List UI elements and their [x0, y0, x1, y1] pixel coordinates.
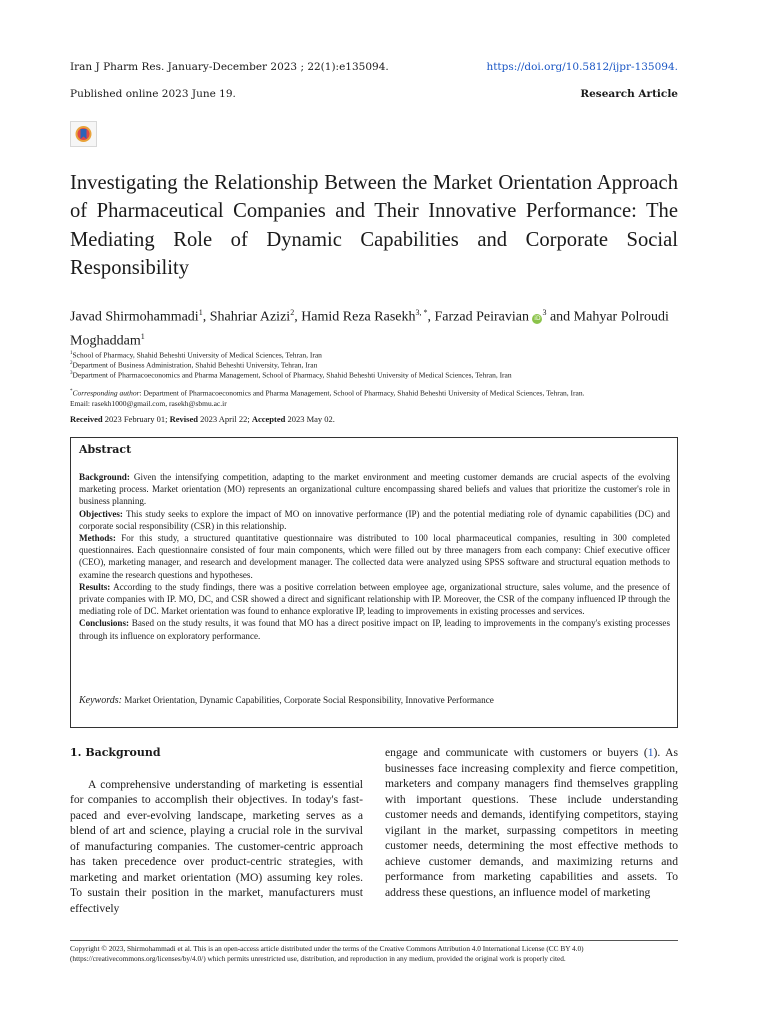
author-name[interactable]: Mahyar Polroudi Moghaddam	[70, 309, 669, 349]
article-page	[70, 0, 678, 1024]
article-type: Research Article	[580, 88, 678, 100]
keywords: Keywords: Market Orientation, Dynamic Capabilities, Corporate Social Responsibility, Innovative Performance	[79, 695, 494, 706]
author-name[interactable]: Javad Shirmohammadi	[70, 309, 199, 325]
abstract-heading: Abstract	[79, 443, 132, 456]
article-title: Investigating the Relationship Between the Market Orientation Approach of Pharmaceutical Companies and Their Innovative Performance: The Mediating Role of Dynamic Capabilities and Corporate Social Responsibility	[70, 172, 678, 280]
author-list: Javad Shirmohammadi$^1$, Shahriar Azizi$^2$, Hamid Reza Rasekh$^{3, *}$, Farzad Peiravian $iD^3$ and Mahyar Polroudi Moghaddam$^1$	[70, 308, 669, 349]
author-affil-ref: 1	[140, 331, 145, 341]
abstract-body	[79, 471, 670, 642]
footer-divider	[70, 940, 678, 941]
section-heading: 1. Background	[70, 746, 161, 759]
corresponding-email[interactable]: Email: rasekh1000@gmail.com, rasekh@sbmu.ac.ir	[70, 399, 227, 408]
author-name[interactable]: Shahriar Azizi	[209, 309, 291, 325]
affiliation: $^2$Department of Business Administration, Shahid Beheshti University, Tehran, Iran	[70, 360, 318, 370]
abstract-objectives: Objectives: This study seeks to explore the impact of MO on innovative performance (IP) and the potential mediating role of dynamic capabilities (DC) and corporate social responsibility (CSR) in this relationship.	[79, 508, 670, 531]
corresponding-author: *Corresponding author: Department of Pharmacoeconomics and Pharma Management, School of Pharmacy, Shahid Beheshti University of Medical Sciences, Tehran, Iran. Email: rasekh1000@gmail.com, rasekh@sbmu.ac.ir	[70, 388, 585, 408]
article-dates: Received 2023 February 01; Revised 2023 April 22; Accepted 2023 May 02.	[70, 414, 335, 424]
published-date: Published online 2023 June 19.	[70, 88, 236, 100]
doi-link[interactable]: https://doi.org/10.5812/ijpr-135094.	[486, 61, 678, 73]
abstract-conclusions: Conclusions: Based on the study results, it was found that MO has a direct positive impact on IP, leading to improvements in the company's existing processes through its influence on exploratory performance.	[79, 618, 670, 641]
abstract-results: Results: According to the study findings, there was a positive correlation between employee age, organizational structure, sales volume, and the presence of private companies with IP. MO, DC, and CSR showed a direct and significant relationship with IP. Moreover, the CSR of the company influenced IP through the mediating role of DC. Market orientation was found to enhance explorative IP, leading to improvements in existing processes and services.	[79, 581, 670, 617]
body-column-right	[385, 745, 678, 900]
author-name[interactable]: Hamid Reza Rasekh	[301, 309, 416, 325]
author-affil-ref: 3, *	[415, 308, 428, 317]
body-paragraph: A comprehensive understanding of marketing is essential for companies to accomplish their objectives. In today's fast-paced and ever-evolving landscape, marketing serves as a blend of art and science, playing a crucial role in the survival of manufacturing companies. The customer-centric approach has taken precedence over product-centric strategies, with marketing and market orientation (MO) assuming key roles. To sustain their position in the market, manufacturers must effectively	[70, 777, 363, 915]
copyright-notice: Copyright © 2023, Shirmohammadi et al. This is an open-access article distributed under the terms of the Creative Commons Attribution 4.0 International License (CC BY 4.0) (https://creativecommons.org/licenses/by/4.0/) which permits unrestricted use, distribution, and reproduction in any medium, provided the original work is properly cited.	[70, 944, 584, 963]
citation-link[interactable]: 1	[647, 746, 654, 759]
affiliation: $^1$School of Pharmacy, Shahid Beheshti University of Medical Sciences, Tehran, Iran	[70, 350, 322, 360]
orcid-icon[interactable]: iD	[534, 314, 541, 322]
affiliation: $^3$Department of Pharmacoeconomics and Pharma Management, School of Pharmacy, Shahid Beheshti University of Medical Sciences, Tehran, Iran	[70, 370, 512, 380]
abstract-box	[70, 437, 678, 728]
abstract-background: Background: Given the intensifying competition, adapting to the market environment and meeting customer demands are crucial aspects of the evolving marketing process. Market orientation (MO) represents an organizational culture encompassing shared beliefs and values that prioritize the customer's role in business planning.	[79, 472, 670, 507]
author-affil-ref: 3	[542, 308, 547, 317]
author-affil-ref: 1	[198, 308, 203, 317]
author-affil-ref: 2	[290, 308, 295, 317]
bookmark-badge-icon[interactable]	[70, 121, 97, 147]
body-paragraph: engage and communicate with customers or buyers (1). As businesses face increasing complexity and fierce competition, marketers and company managers find themselves grappling with important questions. These include understanding customer needs and demands, identifying competitors, staying vigilant in the market, surpassing competitors in meeting customer needs, determining the most effective methods to achieve customer demands, and maximizing returns and performance from marketing capabilities and assets. To address these questions, an influence model of marketing	[385, 746, 679, 899]
abstract-methods: Methods: For this study, a structured quantitative questionnaire was distributed to 100 local pharmaceutical companies, resulting in 300 completed questionnaires. Each questionnaire consisted of four main components, which were filled out by three managers from each company: Chief executive officer (CEO), marketing manager, and research and development manager. The collected data were analyzed using SPSS software and structural equation methods to examine the research questions and hypotheses.	[79, 533, 670, 580]
author-name[interactable]: Farzad Peiravian	[434, 309, 529, 325]
journal-citation: Iran J Pharm Res. January-December 2023 ; 22(1):e135094.	[70, 61, 389, 73]
body-column-left	[70, 745, 363, 916]
